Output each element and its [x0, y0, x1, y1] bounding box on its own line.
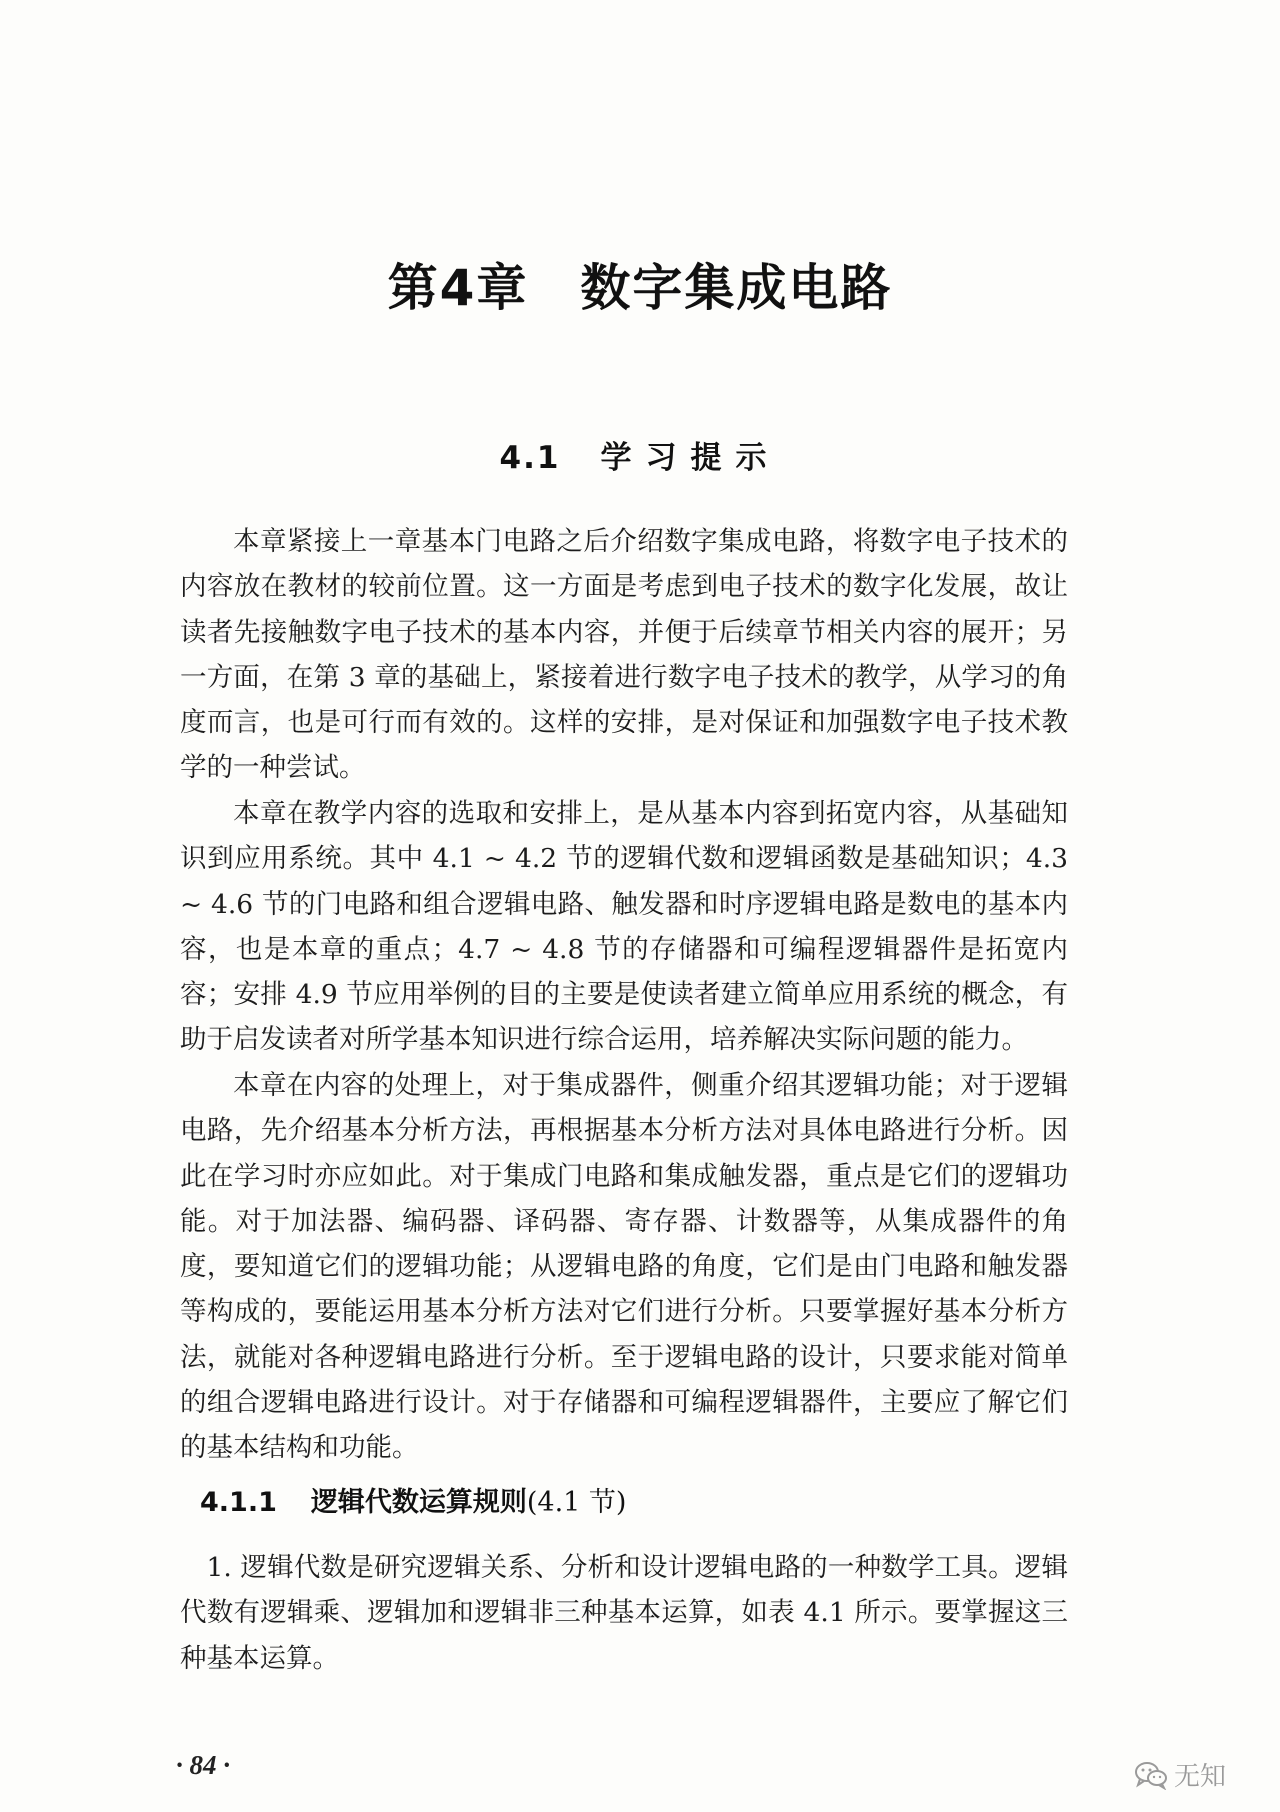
watermark — [1134, 1756, 1226, 1793]
chapter-number: 第4章 — [387, 259, 529, 317]
section-number: 4.1 — [499, 440, 561, 476]
watermark-text: 无知 — [1174, 1762, 1227, 1792]
paragraph-process: 本章在内容的处理上，对于集成器件，侧重介绍其逻辑功能；对于逻辑电路，先介绍基本分析方法，再根据基本分析方法对具体电路进行分析。因此在学习时亦应如此。对于集成门电路和集成触发器，重点是它们的逻辑功能。对于加法器、编码器、译码器、寄存器、计数器等，从集成器件的角度，要知道它们的逻辑功能；从逻辑电路的角度，它们是由门电路和触发器等构成的，要能运用基本分析方法对它们进行分析。只要掌握好基本分析方法，就能对各种逻辑电路进行分析。至于逻辑电路的设计，只要求能对简单的组合逻辑电路进行设计。对于存储器和可编程逻辑器件，主要应了解它们的基本结构和功能。 — [180, 1070, 1068, 1464]
page-number: · 84 · — [176, 1750, 230, 1780]
subsection-reference: (4.1 节) — [526, 1487, 627, 1518]
paragraph-process-block — [180, 1063, 1068, 1471]
paragraph-intro-block — [180, 519, 1068, 791]
list-item-block — [180, 1545, 1068, 1681]
chapter-title — [0, 248, 1280, 320]
subsection-title — [200, 1480, 626, 1519]
subsection-name: 逻辑代数运算规则 — [310, 1487, 527, 1518]
list-item: 1. 逻辑代数是研究逻辑关系、分析和设计逻辑电路的一种数学工具。逻辑代数有逻辑乘、逻辑加和逻辑非三种基本运算，如表 4.1 所示。要掌握这三种基本运算。 — [180, 1552, 1068, 1674]
paragraph-topics: 本章在教学内容的选取和安排上，是从基本内容到拓宽内容，从基础知识到应用系统。其中 4.1 ~ 4.2 节的逻辑代数和逻辑函数是基础知识；4.3 ~ 4.6 节的门电路和组合逻辑电路、触发器和时序逻辑电路是数电的基本内容，也是本章的重点；4.7 ~ 4.8 节的存储器和可编程逻辑器件是拓宽内容；安排 4.9 节应用举例的目的主要是使读者建立简单应用系统的概念，有助于启发读者对所学基本知识进行综合运用，培养解决实际问题的能力。 — [180, 798, 1068, 1056]
paragraph-intro: 本章紧接上一章基本门电路之后介绍数字集成电路，将数字电子技术的内容放在教材的较前位置。这一方面是考虑到电子技术的数字化发展，故让读者先接触数字电子技术的基本内容，并便于后续章节相关内容的展开；另一方面，在第 3 章的基础上，紧接着进行数字电子技术的教学，从学习的角度而言，也是可行而有效的。这样的安排，是对保证和加强数字电子技术教学的一种尝试。 — [180, 526, 1068, 784]
section-title — [0, 432, 1280, 477]
chapter-name: 数字集成电路 — [580, 259, 893, 317]
paragraph-topics-block — [180, 791, 1068, 1063]
section-name: 学习提示 — [600, 440, 781, 476]
wechat-icon — [1134, 1760, 1168, 1790]
subsection-number: 4.1.1 — [200, 1487, 277, 1518]
